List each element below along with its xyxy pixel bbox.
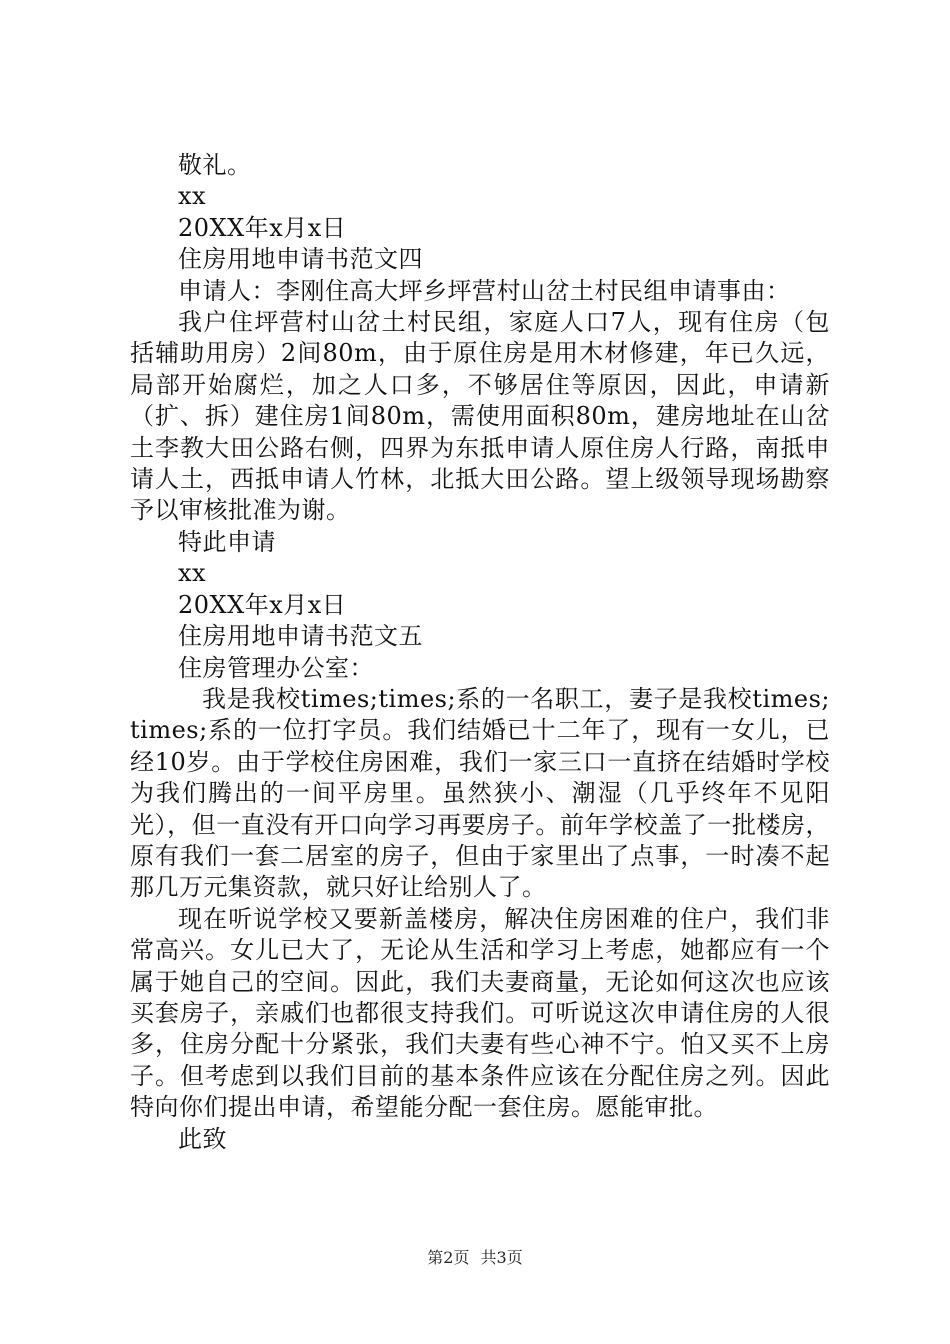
closing-line: 此致 [178, 1124, 227, 1153]
page-footer [0, 1245, 950, 1268]
applicant-line: 申请人：李刚住高大坪乡坪营村山岔土村民组申请事由： [178, 276, 791, 305]
section-heading-five: 住房用地申请书范文五 [178, 622, 423, 651]
date-line: 20XX年x月x日 [178, 213, 347, 242]
paragraph-four: 我户住坪营村山岔土村民组，家庭人口7人，现有住房（包括辅助用房）2间80m，由于原住房是用木材修建，年已久远，局部开始腐烂，加之人口多，不够居住等原因，因此，申请新（扩、拆）建住房1间80m，需使用面积80m，建房地址在山岔土李教大田公路右侧，四界为东抵申请人原住房人行路，南抵申请人土，西抵申请人竹林，北抵大田公路。望上级领导现场勘察予以审核批准为谢。 [130, 308, 830, 525]
section-heading-four: 住房用地申请书范文四 [178, 245, 423, 274]
signature-line: xx [178, 182, 207, 211]
page-number: 第2页 [427, 1248, 470, 1267]
salutation-line: 敬礼。 [178, 151, 252, 179]
page-total: 共3页 [480, 1248, 523, 1267]
addressee-line: 住房管理办公室： [178, 653, 374, 682]
paragraph-five-b: 现在听说学校又要新盖楼房，解决住房困难的住户，我们非常高兴。女儿已大了，无论从生活和学习上考虑，她都应有一个属于她自己的空间。因此，我们夫妻商量，无论如何这次也应该买套房子，亲戚们也都很支持我们。可听说这次申请住房的人很多，住房分配十分紧张，我们夫妻有些心神不宁。怕又买不上房子。但考虑到以我们目前的基本条件应该在分配住房之列。因此特向你们提出申请，希望能分配一套住房。愿能审批。 [130, 904, 830, 1122]
paragraph-five-a: 我是我校times;times;系的一名职工，妻子是我校times;times;系的一位打字员。我们结婚已十二年了，现有一女儿，已经10岁。由于学校住房困难，我们一家三口一直挤在结婚时学校为我们腾出的一间平房里。虽然狭小、潮湿（几乎终年不见阳光），但一直没有开口向学习再要房子。前年学校盖了一批楼房，原有我们一套二居室的房子，但由于家里出了点事，一时凑不起那几万元集资款，就只好让给别人了。 [130, 684, 830, 902]
request-closing-line: 特此申请 [178, 527, 276, 556]
document-body [130, 150, 830, 1155]
signature-line-2: xx [178, 559, 207, 588]
date-line-2: 20XX年x月x日 [178, 590, 347, 619]
